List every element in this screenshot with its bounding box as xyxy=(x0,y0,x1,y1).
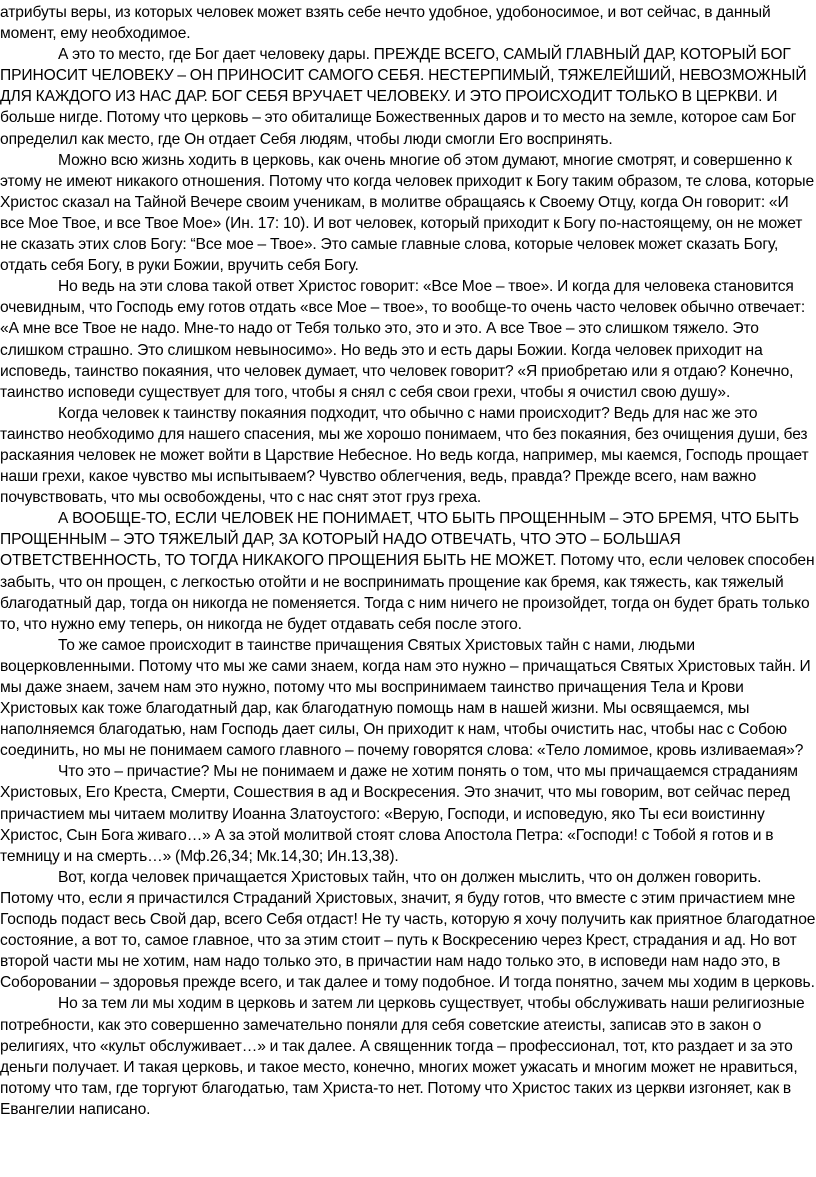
paragraph-10: Но за тем ли мы ходим в церковь и затем ли церковь существует, чтобы обслуживать наши религиозные потребности, как это совершенно замечательно поняли для себя советские атеисты, записав это в закон о религиях, что «культ обслуживает…» и так далее. А священник тогда – профессионал, тот, кто раздает и за это деньги получает. И такая церковь, и такое место, конечно, многих может ужасать и многим может не нравиться, потому что там, где торгуют благодатью, там Христа-то нет. Потому что Христос таких из церкви изгоняет, как в Евангелии написано. xyxy=(0,995,805,1118)
paragraph-5: Когда человек к таинству покаяния подходит, что обычно с нами происходит? Ведь для нас же это таинство необходимо для нашего спасения, мы же хорошо понимаем, что без покаяния, без очищения души, без раскаяния человек не может войти в Царствие Небесное. Но ведь когда, например, мы каемся, Господь прощает наши грехи, какое чувство мы испытываем? Чувство облегчения, ведь, правда? Прежде всего, нам важно почувствовать, что мы освобождены, что с нас снят этот груз греха. xyxy=(0,404,809,507)
paragraph-8: Что это – причастие? Мы не понимаем и даже не хотим понять о том, что мы причащаемся страданиям Христовых, Его Креста, Смерти, Сошествия в ад и Воскресения. Это значит, что мы говорим, вот сейчас перед причастием мы читаем молитву Иоанна Златоустого: «Верую, Господи, и исповедую, яко Ты еси воистинну Христос, Сын Бога живаго…» А за этой молитвой стоят слова Апостола Петра: «Господи! с Тобой я готов и в темницу и на смерть…» (Мф.26,34; Мк.14,30; Ин.13,38). xyxy=(0,763,798,865)
paragraph-4: Но ведь на эти слова такой ответ Христос говорит: «Все Мое – твое». И когда для человека становится очевидным, что Господь ему готов отдать «все Мое – твое», то вообще-то очень часто человек обычно отвечает: «А мне все Твое не надо. Мне-то надо от Тебя только это, это и это. А все Твое – это слишком тяжело. Это слишком страшно. Это слишком невыносимо». Но ведь это и есть дары Божии. Когда человек приходит на исповедь, таинство покаяния, что человек думает, что человек говорит? «Я приобретаю или я отдаю? Конечно, таинство исповеди существует для того, чтобы я снял с себя свои грехи, чтобы я очистил свою душу». xyxy=(0,278,806,401)
paragraph-1: атрибуты веры, из которых человек может взять себе нечто удобное, удобоносимое, и вот сейчас, в данный момент, ему необходимое. xyxy=(0,4,771,43)
paragraph-9: Вот, когда человек причащается Христовых тайн, что он должен мыслить, что он должен говорить. Потому что, если я причастился Страданий Христовых, значит, я буду готов, что вместе с этим причастием мне Господь подаст весь Свой дар, всего Себя отдаст! Не ту часть, которую я хочу получить как приятное благодатное состояние, а вот то, самое главное, что за этим стоит – путь к Воскресению через Крест, страдания и ад. Но вот второй части мы не хотим, нам надо только это, в причастии нам надо только это, в исповеди нам надо это, в Соборовании – здоровья прежде всего, и так далее и тому подобное. И тогда понятно, зачем мы ходим в церковь. xyxy=(0,868,816,992)
paragraph-3: Можно всю жизнь ходить в церковь, как очень многие об этом думают, многие смотрят, и совершенно к этому не имеют никакого отношения. Потому что когда человек приходит к Богу таким образом, те слова, которые Христос сказал на Тайной Вечере своим ученикам, в молитве обращаясь к Своему Отцу, когда Он говорит: «И все Мое Твое, и все Твое Мое» (Ин. 17: 10). И вот человек, который приходит к Богу по-настоящему, он не может не сказать этих слов Богу: “Все мое – Твое». Это самые главные слова, которые человек может сказать Богу, отдать себя Богу, в руки Божии, вручить себя Богу. xyxy=(0,151,815,275)
paragraph-6: А ВООБЩЕ-ТО, ЕСЛИ ЧЕЛОВЕК НЕ ПОНИМАЕТ, ЧТО БЫТЬ ПРОЩЕННЫМ – ЭТО БРЕМЯ, ЧТО БЫТЬ ПРОЩЕННЫМ – ЭТО ТЯЖЕЛЫЙ ДАР, ЗА КОТОРЫЙ НАДО ОТВЕЧАТЬ, ЧТО ЭТО – БОЛЬШАЯ ОТВЕТСТВЕННОСТЬ, ТО ТОГДА НИКАКОГО ПРОЩЕНИЯ БЫТЬ НЕ МОЖЕТ. Потому что, если человек способен забыть, что он прощен, с легкостью отойти и не воспринимать прощение как бремя, как тяжесть, как тяжелый благодатный дар, тогда он никогда не поменяется. Тогда с ним ничего не произойдет, тогда он будет брать только то, что нужно ему теперь, он никогда не будет отдавать себя после этого. xyxy=(0,510,815,633)
paragraph-7: То же самое происходит в таинстве причащения Святых Христовых тайн с нами, людьми воцерковленными. Потому что мы же сами знаем, когда нам это нужно – причащаться Святых Христовых тайн. И мы даже знаем, зачем нам это нужно, потому что мы воспринимаем таинство причащения Тела и Крови Христовых как тоже благодатный дар, как благодатную помощь нам в нашей жизни. Мы освящаемся, мы наполняемся благодатью, нам Господь дает силы, Он приходит к нам, чтобы очистить нас, чтобы нас с Собою соединить, но мы не понимаем самого главного – почему говорятся слова: «Тело ломимое, кровь изливаемая»? xyxy=(0,636,811,760)
paragraph-2: А это то место, где Бог дает человеку дары. ПРЕЖДЕ ВСЕГО, САМЫЙ ГЛАВНЫЙ ДАР, КОТОРЫЙ БОГ ПРИНОСИТ ЧЕЛОВЕКУ – ОН ПРИНОСИТ САМОГО СЕБЯ. НЕСТЕРПИМЫЙ, ТЯЖЕЛЕЙШИЙ, НЕВОЗМОЖНЫЙ ДЛЯ КАЖДОГО ИЗ НАС ДАР. БОГ СЕБЯ ВРУЧАЕТ ЧЕЛОВЕКУ. И ЭТО ПРОИСХОДИТ ТОЛЬКО В ЦЕРКВИ. И больше нигде. Потому что церковь – это обиталище Божественных даров и то место на земле, которое сам Бог определил как место, где Он отдает Себя людям, чтобы люди смогли Его воспринять. xyxy=(0,46,807,148)
